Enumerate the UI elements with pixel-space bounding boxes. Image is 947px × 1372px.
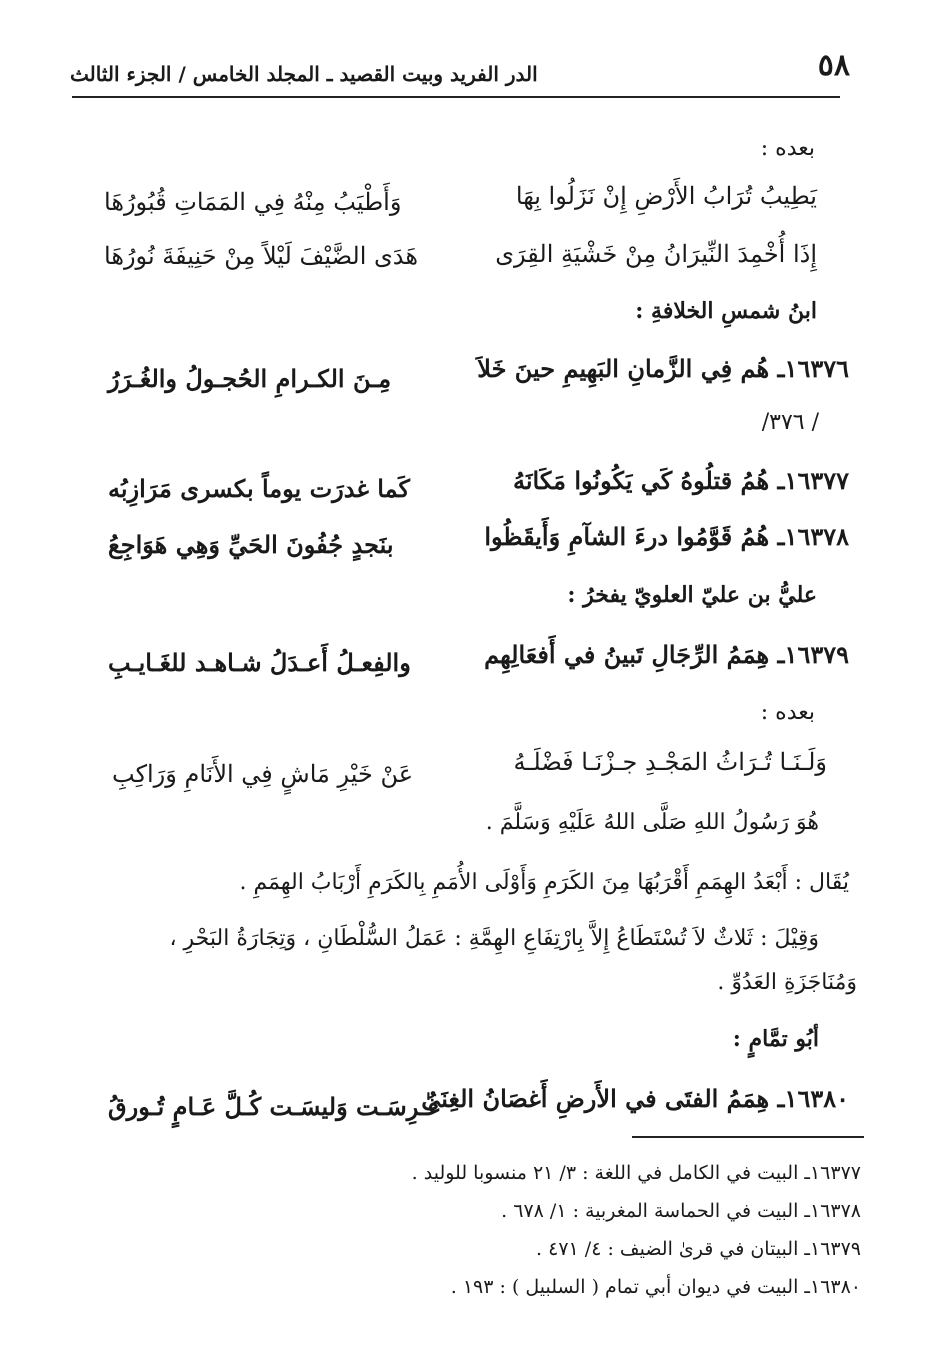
header-rule	[72, 96, 840, 98]
verse-16379-second: والفِعـلُ أَعـدَلُ شـاهـد للغَـايـبِ	[108, 648, 411, 677]
verse-16377-first: ١٦٣٧٧ـ هُمُ قتلُوهُ كَي يَكُونُوا مَكَانَهُ	[513, 466, 849, 495]
verse-16378-second: بنَجدٍ جُفُونَ الحَيِّ وَهِي هَوَاجِعُ	[108, 530, 394, 559]
verse-first-hemistich: إِذَا أُخْمِدَ النِّيرَانُ مِنْ خَشْيَةِ القِرَى	[495, 240, 817, 268]
verse-16380-first: ١٦٣٨٠ـ هِمَمُ الفتَى في الأَرضِ أَغصَانُ الغِنَىٰ	[421, 1084, 849, 1113]
poet-name: ابنُ شمسِ الخلافةِ :	[635, 298, 817, 324]
footnote: ١٦٣٧٩ـ البيتان في قرىٰ الضيف : ٤/ ٤٧١ .	[536, 1238, 861, 1260]
prose-line: وَمُنَاجَزَةِ العَدُوِّ .	[717, 970, 857, 995]
verse-16377-second: كَما غدرَت يوماً بكسرى مَرَازِبُه	[108, 474, 410, 503]
section-label: بعده :	[760, 136, 815, 161]
prose-line: يُقَال : أَبْعَدُ الهِمَمِ أَقْرَبُهَا مِنَ الكَرَمِ وَأَوْلَى الأُمَمِ بِالكَرَمِ أَرْبَابُ الهِمَمِ .	[239, 870, 849, 895]
running-title: الدر الفريد وبيت القصيد ـ المجلد الخامس / الجزء الثالث	[70, 62, 538, 86]
verse-16376-first: ١٦٣٧٦ـ هُم فِي الزَّمانِ البَهِيمِ حينَ خَلاَ	[477, 354, 849, 383]
verse-first-hemistich: يَطِيبُ تُرَابُ الأَرْضِ إِنْ نَزَلُوا بِهَا	[515, 182, 817, 210]
reference-note: / ٣٧٦/	[761, 410, 819, 435]
page-number: ٥٨	[817, 48, 850, 83]
page-header	[70, 48, 860, 98]
footnote: ١٦٣٧٧ـ البيت في الكامل في اللغة : ٣/ ٢١ منسوبا للوليد .	[411, 1162, 861, 1184]
verse-16380-second: غُـرِسَـت وَليسَـت كُـلَّ عَـامٍ تُـورقُ	[108, 1092, 440, 1121]
verse-16376-second: مِـنَ الكـرامِ الحُجـولُ والغُـرَرُ	[108, 364, 392, 393]
footnote-rule	[632, 1136, 864, 1138]
footnote: ١٦٣٨٠ـ البيت في ديوان أبي تمام ( السلبيل ) : ١٩٣ .	[450, 1276, 861, 1298]
verse-16378-first: ١٦٣٧٨ـ هُمُ قَوَّمُوا درءَ الشآمِ وَأَيقَظُوا	[484, 522, 849, 551]
prose-line: هُوَ رَسُولُ اللهِ صَلَّى اللهُ عَلَيْهِ وَسَلَّمَ .	[485, 810, 819, 835]
section-label: بعده :	[760, 700, 815, 725]
verse-16379-first: ١٦٣٧٩ـ هِمَمُ الرِّجَالِ تَبينُ في أَفعَالِهِم	[484, 640, 849, 669]
verse-second-hemistich: وَأَطْيَبُ مِنْهُ فِي المَمَاتِ قُبُورُهَا	[104, 188, 402, 216]
verse-second-hemistich: عَنْ خَيْرِ مَاشٍ فِي الأَنَامِ وَرَاكِبِ	[112, 760, 414, 788]
verse-first-hemistich: وَلَـنَـا تُـرَاثُ المَجْـدِ جـزْنَـا فَضْلَـهُ	[513, 748, 827, 776]
footnote: ١٦٣٧٨ـ البيت في الحماسة المغربية : ١/ ٦٧٨ .	[501, 1200, 861, 1222]
poet-name: عليُّ بن عليّ العلويّ يفخرُ :	[567, 582, 817, 608]
verse-second-hemistich: هَدَى الضَّيْفَ لَيْلاً مِنْ حَنِيفَةَ نُورُهَا	[104, 242, 419, 270]
prose-line: وَقِيْلَ : ثَلاثٌ لاَ تُسْتَطَاعُ إِلاَّ بِارْتِفَاعِ الهِمَّةِ : عَمَلُ السُّلْطَانِ ، وَتِجَارَةُ البَحْرِ ،	[169, 926, 819, 951]
poet-name: أبُو تمَّامٍ :	[732, 1026, 819, 1052]
